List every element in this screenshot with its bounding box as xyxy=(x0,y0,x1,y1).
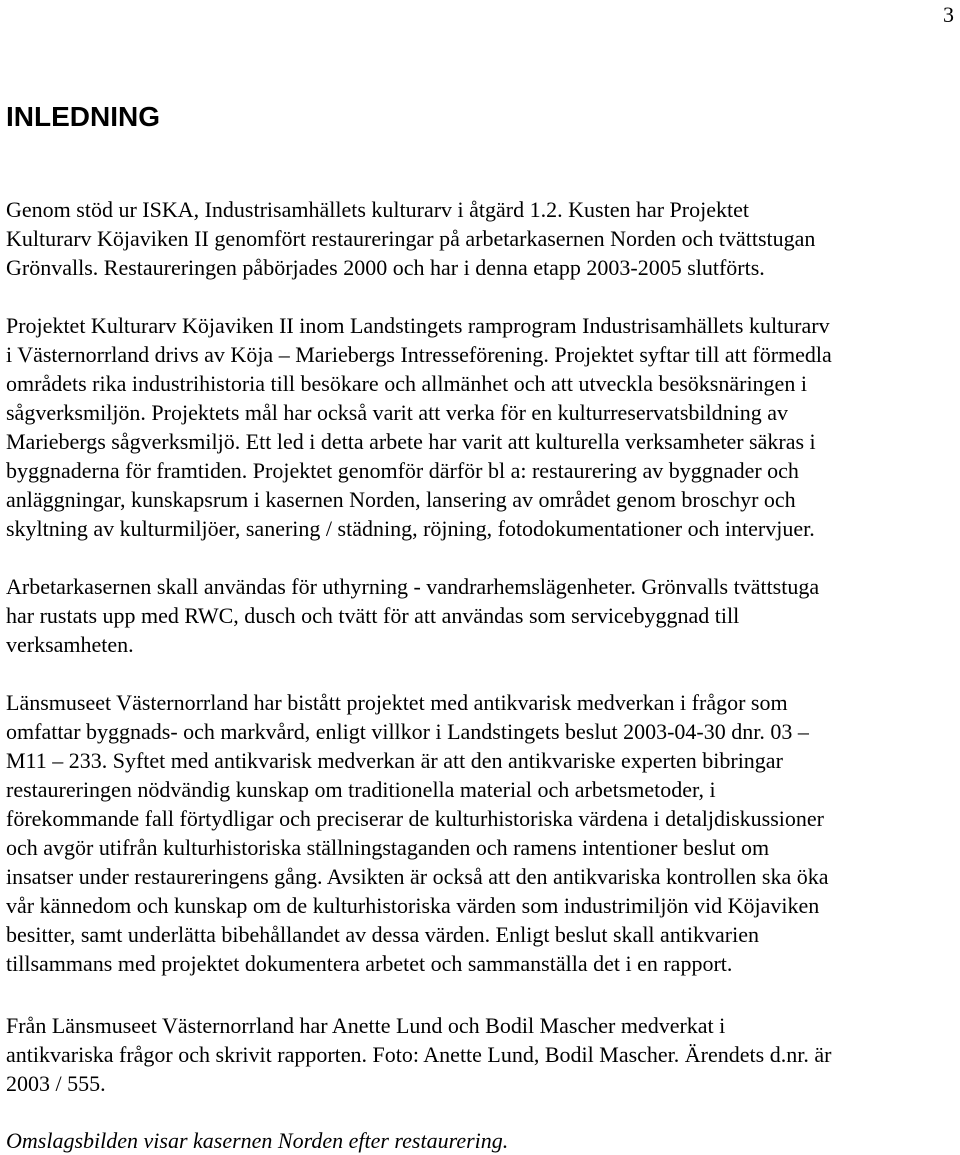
text-line: 2003 / 555. xyxy=(6,1071,106,1096)
page-heading: INLEDNING xyxy=(6,101,160,132)
page-number: 3 xyxy=(943,2,954,27)
text-line: byggnaderna för framtiden. Projektet genomför därför bl a: restaurering av byggnader och xyxy=(6,458,799,483)
text-line: insatser under restaureringens gång. Avsikten är också att den antikvariska kontrollen ska öka xyxy=(6,864,829,889)
text-line: tillsammans med projektet dokumentera arbetet och sammanställa det i en rapport. xyxy=(6,951,733,976)
text-line: Genom stöd ur ISKA, Industrisamhällets kulturarv i åtgärd 1.2. Kusten har Projektet xyxy=(6,197,749,222)
text-line: omfattar byggnads- och markvård, enligt villkor i Landstingets beslut 2003-04-30 dnr. 03 – xyxy=(6,719,809,744)
text-line: Länsmuseet Västernorrland har bistått projektet med antikvarisk medverkan i frågor som xyxy=(6,690,788,715)
text-line: sågverksmiljön. Projektets mål har också varit att verka för en kulturreservatsbildning av xyxy=(6,400,788,425)
text-line: anläggningar, kunskapsrum i kasernen Norden, lansering av området genom broschyr och xyxy=(6,487,796,512)
cover-caption: Omslagsbilden visar kasernen Norden efter restaurering. xyxy=(6,1128,509,1153)
text-line: vår kännedom och kunskap om de kulturhistoriska värden som industrimiljön vid Köjaviken xyxy=(6,893,820,918)
text-line: antikvariska frågor och skrivit rapporten. Foto: Anette Lund, Bodil Mascher. Ärendets d.nr. är xyxy=(6,1042,832,1067)
text-line: Projektet Kulturarv Köjaviken II inom Landstingets ramprogram Industrisamhällets kulturarv xyxy=(6,313,830,338)
intro-paragraph xyxy=(6,195,956,282)
text-line: restaureringen nödvändig kunskap om traditionella material och arbetsmetoder, i xyxy=(6,777,716,802)
text-line: i Västernorrland drivs av Köja – Mariebergs Intresseförening. Projektet syftar till att förmedla xyxy=(6,342,832,367)
museum-paragraph xyxy=(6,688,956,978)
text-line: Kulturarv Köjaviken II genomfört restaureringar på arbetarkasernen Norden och tvättstugan xyxy=(6,226,816,251)
text-line: skyltning av kulturmiljöer, sanering / städning, röjning, fotodokumentationer och intervjuer. xyxy=(6,516,815,541)
text-line: förekommande fall förtydligar och preciserar de kulturhistoriska värdena i detaljdiskussioner xyxy=(6,806,825,831)
text-line: Från Länsmuseet Västernorrland har Anette Lund och Bodil Mascher medverkat i xyxy=(6,1013,726,1038)
text-line: har rustats upp med RWC, dusch och tvätt för att användas som servicebyggnad till xyxy=(6,603,740,628)
text-line: Grönvalls. Restaureringen påbörjades 2000 och har i denna etapp 2003-2005 slutförts. xyxy=(6,255,765,280)
text-line: Mariebergs sågverksmiljö. Ett led i detta arbete har varit att kulturella verksamheter säkras i xyxy=(6,429,816,454)
project-paragraph xyxy=(6,311,956,543)
text-line: och avgör utifrån kulturhistoriska ställningstaganden och ramens intentioner beslut om xyxy=(6,835,770,860)
authors-paragraph xyxy=(6,1011,956,1098)
text-line: Arbetarkasernen skall användas för uthyrning - vandrarhemslägenheter. Grönvalls tvättstuga xyxy=(6,574,820,599)
text-line: M11 – 233. Syftet med antikvarisk medverkan är att den antikvariske experten bibringar xyxy=(6,748,783,773)
text-line: verksamheten. xyxy=(6,632,134,657)
usage-paragraph xyxy=(6,572,956,659)
text-line: områdets rika industrihistoria till besökare och allmänhet och att utveckla besöksnäringen i xyxy=(6,371,807,396)
text-line: besitter, samt underlätta bibehållandet av dessa värden. Enligt beslut skall antikvarien xyxy=(6,922,759,947)
